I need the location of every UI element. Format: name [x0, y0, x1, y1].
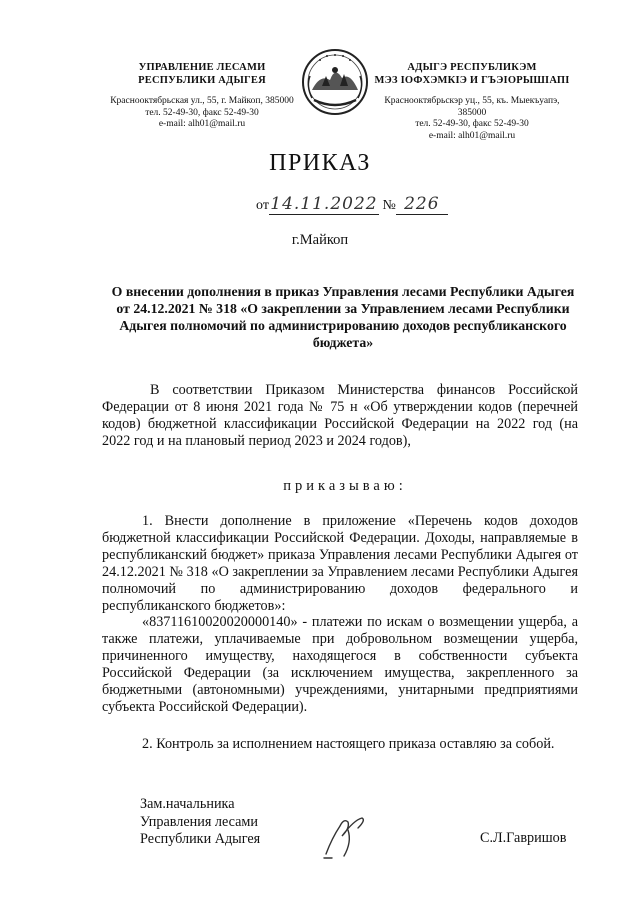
- item-1-paragraph: 1. Внести дополнение в приложение «Перечень кодов доходов бюджетной классификации Российской Федерации. Доходы, направляемые в республиканский бюджет» приказа Управления лесами Республики Адыгея от 24.12.2021 № 318 «О закреплении за Управлением лесами Республики Адыгея полномочий по администрированию доходов федерального и республиканского бюджетов»:: [102, 513, 578, 614]
- handwritten-signature-icon: [318, 808, 378, 860]
- org-name-adyghe-line1: АДЫГЭ РЕСПУБЛИКЭМ: [407, 62, 537, 73]
- order-number: 226: [404, 194, 440, 214]
- org-name-adyghe-line2: МЭЗ ІОФХЭМКІЭ И ГЪЭІОРЫШІАПІ: [374, 75, 570, 86]
- adygea-emblem-icon: [300, 46, 370, 118]
- signatory-line2: Управления лесами: [140, 813, 258, 830]
- signatory-line1: Зам.начальника: [140, 796, 235, 812]
- org-phone: тел. 52-49-30, факс 52-49-30: [145, 107, 259, 118]
- city: г.Майкоп: [291, 232, 349, 248]
- preamble-paragraph: В соответствии Приказом Министерства финансов Российской Федерации от 8 июня 2021 года № 75 н «Об утверждении кодов (перечней кодов) бюджетной классификации Российской Федерации на 2022 год (на 2022 год и на плановый период 2023 и 2024 годов),: [102, 382, 578, 449]
- header-left: [102, 61, 302, 131]
- org-name-line1: УПРАВЛЕНИЕ ЛЕСАМИ: [138, 62, 266, 73]
- org-address: Краснооктябрьская ул., 55, г. Майкоп, 385000: [110, 96, 294, 106]
- header-right: [372, 61, 572, 142]
- org-address-adyghe: Краснооктябрьскэр уц., 55, къ. Мыекъуапэ, 385000: [384, 96, 560, 118]
- order-number-label: №: [382, 198, 396, 213]
- signatory-position: [140, 796, 260, 849]
- signatory-name: С.Л.Гавришов: [480, 830, 567, 846]
- order-date: 14.11.2022: [270, 194, 378, 214]
- signatory-line3: Республики Адыгея: [140, 831, 261, 847]
- order-subject: О внесении дополнения в приказ Управления лесами Республики Адыгея от 24.12.2021 № 318 «О закреплении за Управлением лесами Республики Адыгея полномочий по администрированию доходов республиканского бюджета»: [111, 284, 575, 350]
- item-2-paragraph: 2. Контроль за исполнением настоящего приказа оставляю за собой.: [142, 736, 555, 752]
- document-title: ПРИКАЗ: [269, 150, 371, 176]
- item-1-code-paragraph: «83711610020020000140» - платежи по искам о возмещении ущерба, а также платежи, уплачиваемые при добровольном возмещении ущерба, причиненного имуществу, находящегося в собственности субъекта Российской Федерации (за исключением имущества, закрепленного за бюджетными (автономными) учреждениями, унитарными предприятиями субъекта Российской Федерации).: [102, 614, 578, 715]
- org-email-adyghe: e-mail: alh01@mail.ru: [428, 130, 516, 141]
- order-from-label: от: [256, 198, 269, 213]
- order-date-number: [256, 194, 448, 215]
- org-name-line2: РЕСПУБЛИКИ АДЫГЕЯ: [138, 75, 266, 86]
- org-phone-adyghe: тел. 52-49-30, факс 52-49-30: [415, 119, 529, 129]
- org-email: e-mail: alh01@mail.ru: [158, 119, 246, 129]
- decree-word: приказываю:: [283, 478, 407, 494]
